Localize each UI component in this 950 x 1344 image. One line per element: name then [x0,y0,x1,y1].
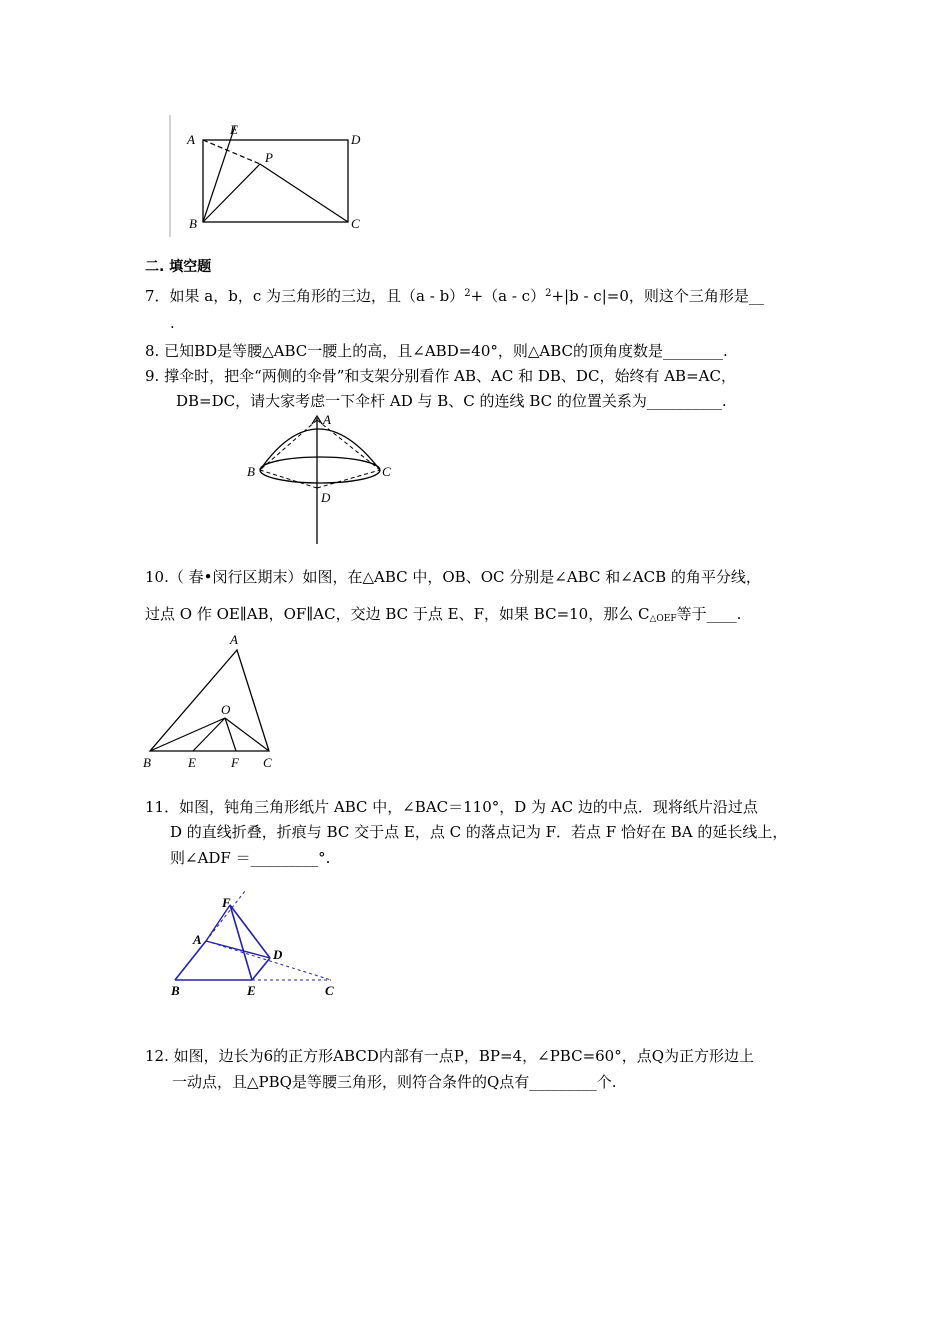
question-11-line3: 则∠ADF ＝_________°. [170,849,331,867]
strut-db [260,470,317,488]
segment-ob [150,718,225,751]
label-e: E [188,755,196,770]
segment-oe [193,718,225,751]
q7-part3: +|b - c|=0，则这个三角形是__ [551,287,764,305]
q7-part2: +（a - c） [470,287,546,305]
rectangle [203,140,348,222]
label-c: C [382,464,391,479]
q10-line2a: 过点 O 作 OE∥AB，OF∥AC，交边 BC 于点 E、F，如果 BC=10，那么 C [145,605,650,623]
question-8: 8. 已知BD是等腰△ABC一腰上的高，且∠ABD=40°，则△ABC的顶角度数是________. [145,342,728,360]
label-d: D [321,490,331,505]
label-a: A [193,932,202,947]
question-12-line2: 一动点，且△PBQ是等腰三角形，则符合条件的Q点有_________个. [172,1073,617,1091]
segment-bp [203,164,260,222]
label-a: A [230,632,238,647]
segment-ad [206,941,270,958]
question-9-line1: 9. 撑伞时，把伞“两侧的伞骨”和支架分别看作 AB、AC 和 DB、DC，始终有 AB=AC， [145,367,736,385]
label-o: O [221,702,231,717]
label-b: B [247,464,255,479]
label-a: A [323,412,331,427]
label-e: E [247,983,256,998]
question-10-line1: 10.（ 春•闵行区期末）如图，在△ABC 中，OB、OC 分别是∠ABC 和∠ACB 的角平分线， [145,568,761,586]
label-f: F [231,755,239,770]
question-10-line2 [145,604,741,629]
question-7 [145,284,764,306]
segment-oc [225,718,269,751]
segment-pc [260,164,348,222]
label-b: B [143,755,151,770]
question-9-line2: DB=DC，请大家考虑一下伞杆 AD 与 B、C 的连线 BC 的位置关系为__________. [176,392,727,410]
label-c: C [351,216,360,231]
q7-part1: 7．如果 a，b，c 为三角形的三边，且（a - b） [145,287,465,305]
label-d: D [351,132,361,147]
question-12-line1: 12. 如图，边长为6的正方形ABCD内部有一点P，BP=4，∠PBC=60°，点Q为正方形边上 [145,1047,755,1065]
q10-line2b: 等于____. [676,605,742,623]
label-f: F [222,895,231,910]
section-title: 二. 填空题 [145,259,212,275]
segment-ap-dashed [203,140,260,164]
umbrella-canopy [260,429,380,470]
label-d: D [273,947,283,962]
label-b: B [189,216,197,231]
q7-sup1: 2 [464,288,471,299]
segment-de [252,958,270,980]
strut-dc [317,470,380,488]
segment-of [225,718,236,751]
label-e: E [230,122,238,137]
triangle-abc [150,650,269,751]
label-c: C [263,755,272,770]
figure-umbrella [245,410,405,550]
figure-rectangle-abcd [165,112,375,242]
question-11-line2: D 的直线折叠，折痕与 BC 交于点 E，点 C 的落点记为 F．若点 F 恰好在 BA 的延长线上， [170,823,788,841]
umbrella-rim [260,457,380,483]
label-b: B [171,983,180,998]
question-11-line1: 11．如图，钝角三角形纸片 ABC 中，∠BAC＝110°，D 为 AC 边的中点．现将纸片沿过点 [145,798,758,816]
label-a: A [187,132,195,147]
q7-sup2: 2 [545,288,552,299]
segment-fe [230,905,252,980]
label-c: C [325,983,334,998]
label-p: P [265,150,273,165]
figure-triangle-oef [140,630,290,775]
segment-fa [206,905,230,941]
rib-ab [260,420,317,470]
q10-line2sub: △OEF [649,614,677,624]
figure-fold [165,885,355,1005]
question-7-line2: . [170,314,175,332]
